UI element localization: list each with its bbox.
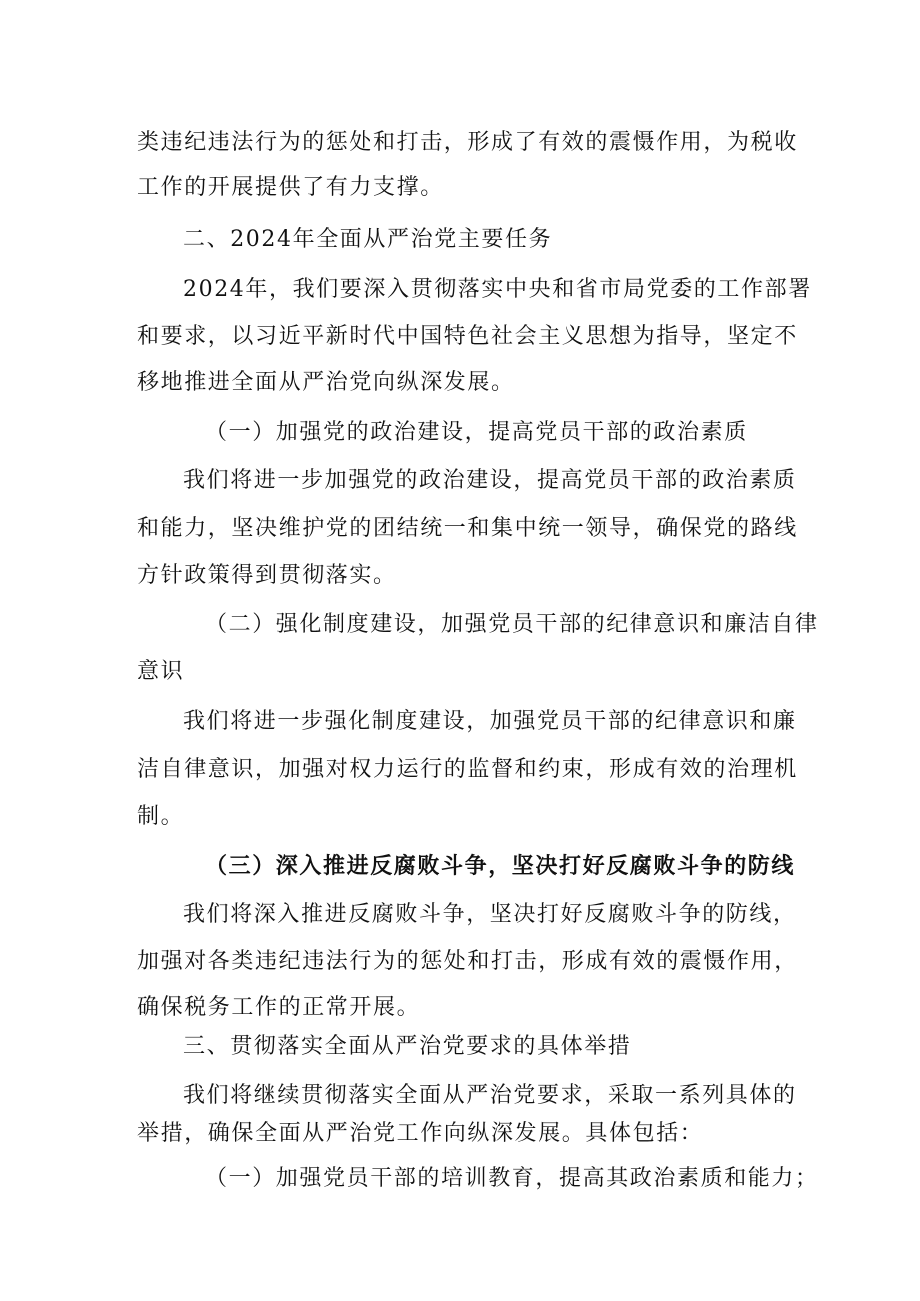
text-line-1: 类违纪违法行为的惩处和打击，形成了有效的震慑作用，为税收 xyxy=(137,130,798,155)
text-line-10: 方针政策得到贯彻落实。 xyxy=(137,563,397,588)
text-line-13: 我们将进一步强化制度建设，加强党员干部的纪律意识和廉 xyxy=(183,709,797,734)
subheading-2-3: （三）深入推进反腐败斗争，坚决打好反腐败斗争的防线 xyxy=(205,853,796,879)
text-line-6: 移地推进全面从严治党向纵深发展。 xyxy=(137,370,515,395)
section-heading-2: 二、2024年全面从严治党主要任务 xyxy=(183,227,553,252)
text-line-19: 确保税务工作的正常开展。 xyxy=(137,995,421,1020)
section-heading-3: 三、贯彻落实全面从严治党要求的具体举措 xyxy=(183,1034,632,1059)
text-line-22: 举措，确保全面从严治党工作向纵深发展。具体包括： xyxy=(137,1121,704,1146)
text-line-18: 加强对各类违纪违法行为的惩处和打击，形成有效的震慑作用， xyxy=(137,949,798,974)
text-line-17: 我们将深入推进反腐败斗争，坚决打好反腐败斗争的防线， xyxy=(183,902,797,927)
subheading-2-2-cont: 意识 xyxy=(137,659,185,684)
text-line-5: 和要求，以习近平新时代中国特色社会主义思想为指导，坚定不 xyxy=(137,324,798,349)
text-line-21: 我们将继续贯彻落实全面从严治党要求，采取一系列具体的 xyxy=(183,1083,797,1108)
text-line-14: 洁自律意识，加强对权力运行的监督和约束，形成有效的治理机 xyxy=(137,757,798,782)
text-line-4: 2024年，我们要深入贯彻落实中央和省市局党委的工作部署 xyxy=(183,277,812,302)
text-line-15: 制。 xyxy=(137,804,185,829)
subheading-2-2: （二）强化制度建设，加强党员干部的纪律意识和廉洁自律 xyxy=(205,612,819,637)
text-line-2: 工作的开展提供了有力支撑。 xyxy=(137,175,444,200)
text-line-9: 和能力，坚决维护党的团结统一和集中统一领导，确保党的路线 xyxy=(137,516,798,541)
text-line-8: 我们将进一步加强党的政治建设，提高党员干部的政治素质 xyxy=(183,468,797,493)
subheading-3-1: （一）加强党员干部的培训教育，提高其政治素质和能力； xyxy=(205,1166,819,1191)
subheading-2-1: （一）加强党的政治建设，提高党员干部的政治素质 xyxy=(205,420,748,445)
